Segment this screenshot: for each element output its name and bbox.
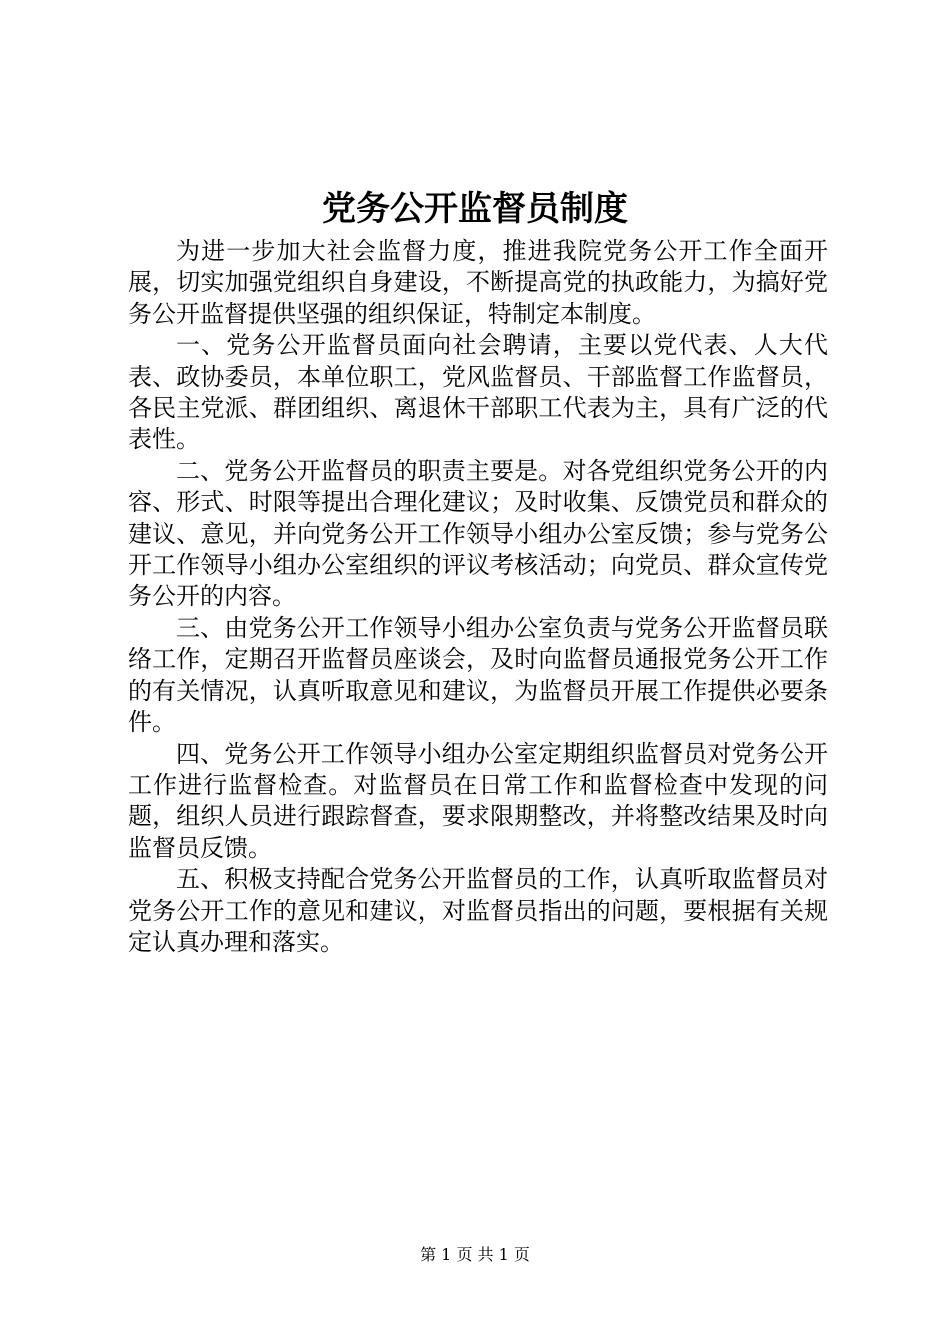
- paragraph-item-2: 二、党务公开监督员的职责主要是。对各党组织党务公开的内容、形式、时限等提出合理化建议；及时收集、反馈党员和群众的建议、意见，并向党务公开工作领导小组办公室反馈；参与党务公开工作领导小组办公室组织的评议考核活动；向党员、群众宣传党务公开的内容。: [128, 456, 828, 611]
- page-footer: 第 1 页 共 1 页: [420, 1245, 530, 1264]
- document-title: 党务公开监督员制度: [322, 189, 628, 229]
- document-body: [128, 236, 828, 958]
- paragraph-item-3: 三、由党务公开工作领导小组办公室负责与党务公开监督员联络工作，定期召开监督员座谈会，及时向监督员通报党务公开工作的有关情况，认真听取意见和建议，为监督员开展工作提供必要条件。: [128, 613, 828, 737]
- paragraph-item-4: 四、党务公开工作领导小组办公室定期组织监督员对党务公开工作进行监督检查。对监督员在日常工作和监督检查中发现的问题，组织人员进行跟踪督查，要求限期整改，并将整改结果及时向监督员反馈。: [128, 739, 828, 862]
- paragraph-item-5: 五、积极支持配合党务公开监督员的工作，认真听取监督员对党务公开工作的意见和建议，对监督员指出的问题，要根据有关规定认真办理和落实。: [128, 865, 828, 956]
- paragraph-intro: 为进一步加大社会监督力度，推进我院党务公开工作全面开展，切实加强党组织自身建设，不断提高党的执政能力，为搞好党务公开监督提供坚强的组织保证，特制定本制度。: [128, 237, 828, 328]
- paragraph-item-1: 一、党务公开监督员面向社会聘请，主要以党代表、人大代表、政协委员，本单位职工，党风监督员、干部监督工作监督员，各民主党派、群团组织、离退休干部职工代表为主，具有广泛的代表性。: [128, 331, 828, 454]
